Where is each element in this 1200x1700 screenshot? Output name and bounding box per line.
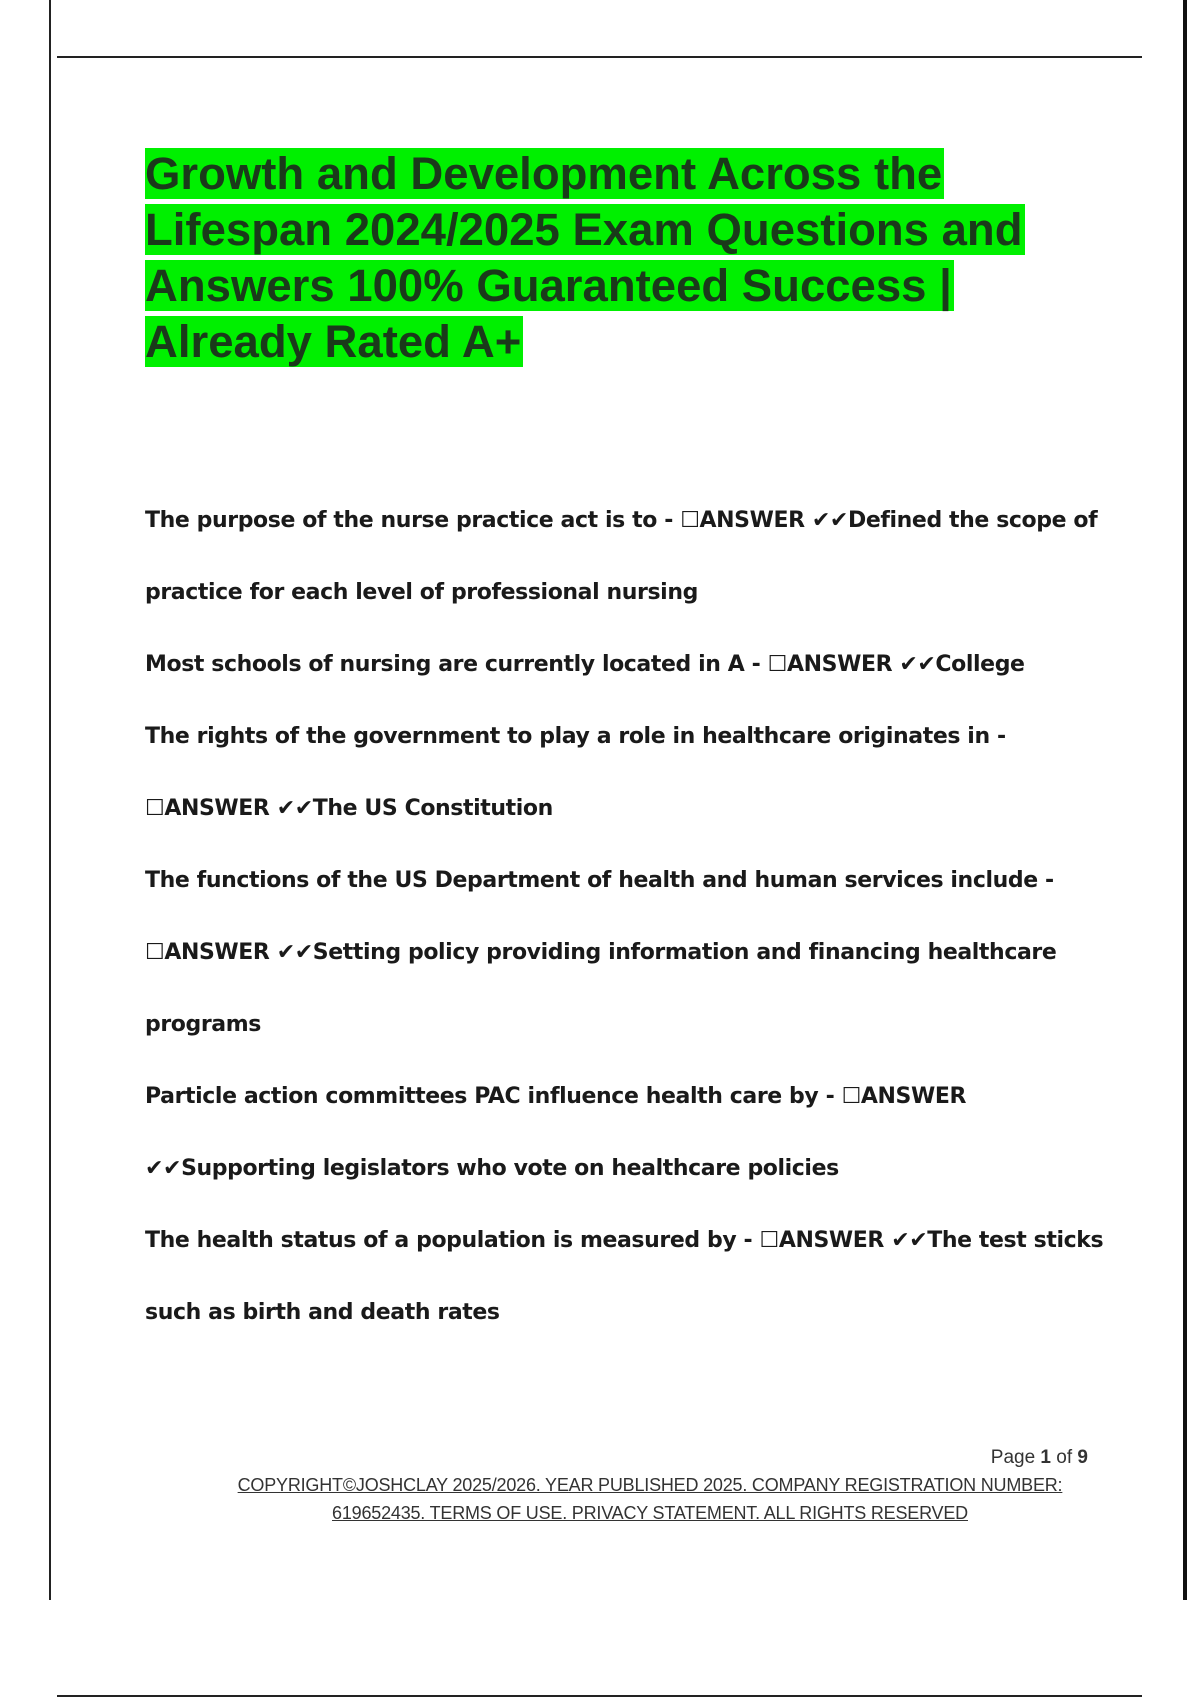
title-block — [145, 146, 1090, 370]
qa-line: The purpose of the nurse practice act is to - ☐ANSWER ✔✔Defined the scope of — [145, 508, 1098, 533]
title-line: Already Rated A+ — [145, 316, 522, 367]
title-line: Answers 100% Guaranteed Success | — [145, 260, 952, 311]
page-border-left — [49, 0, 51, 1600]
qa-line: Particle action committees PAC influence health care by - ☐ANSWER — [145, 1084, 967, 1109]
qa-line: programs — [145, 1012, 261, 1037]
page-footer — [210, 1445, 1090, 1527]
document-title — [145, 146, 1090, 370]
qa-line: The functions of the US Department of health and human services include - — [145, 868, 1054, 893]
qa-line: ☐ANSWER ✔✔Setting policy providing information and financing healthcare — [145, 940, 1057, 965]
qa-line: The health status of a population is measured by - ☐ANSWER ✔✔The test sticks — [145, 1228, 1104, 1253]
page-label: Page — [990, 1447, 1036, 1468]
title-line: Lifespan 2024/2025 Exam Questions and — [145, 204, 1023, 255]
copyright-line: COPYRIGHT©JOSHCLAY 2025/2026. YEAR PUBLISHED 2025. COMPANY REGISTRATION NUMBER: — [237, 1475, 1063, 1495]
page-number — [210, 1445, 1088, 1471]
page-of: of — [1056, 1447, 1073, 1468]
qa-line: ✔✔Supporting legislators who vote on healthcare policies — [145, 1156, 839, 1181]
page-border-right — [1183, 0, 1187, 1600]
question-answer-list — [145, 485, 1104, 1349]
bottom-rule — [57, 1695, 1142, 1697]
qa-line: ☐ANSWER ✔✔The US Constitution — [145, 796, 553, 821]
qa-line: such as birth and death rates — [145, 1300, 500, 1325]
qa-line: The rights of the government to play a role in healthcare originates in - — [145, 724, 1006, 749]
qa-line: practice for each level of professional nursing — [145, 580, 698, 605]
page-current: 1 — [1040, 1447, 1051, 1468]
title-line: Growth and Development Across the — [145, 148, 943, 199]
page-total: 9 — [1077, 1447, 1088, 1468]
copyright-line: 619652435. TERMS OF USE. PRIVACY STATEMENT. ALL RIGHTS RESERVED — [332, 1503, 968, 1523]
header-rule — [57, 56, 1142, 58]
qa-line: Most schools of nursing are currently located in A - ☐ANSWER ✔✔College — [145, 652, 1025, 677]
